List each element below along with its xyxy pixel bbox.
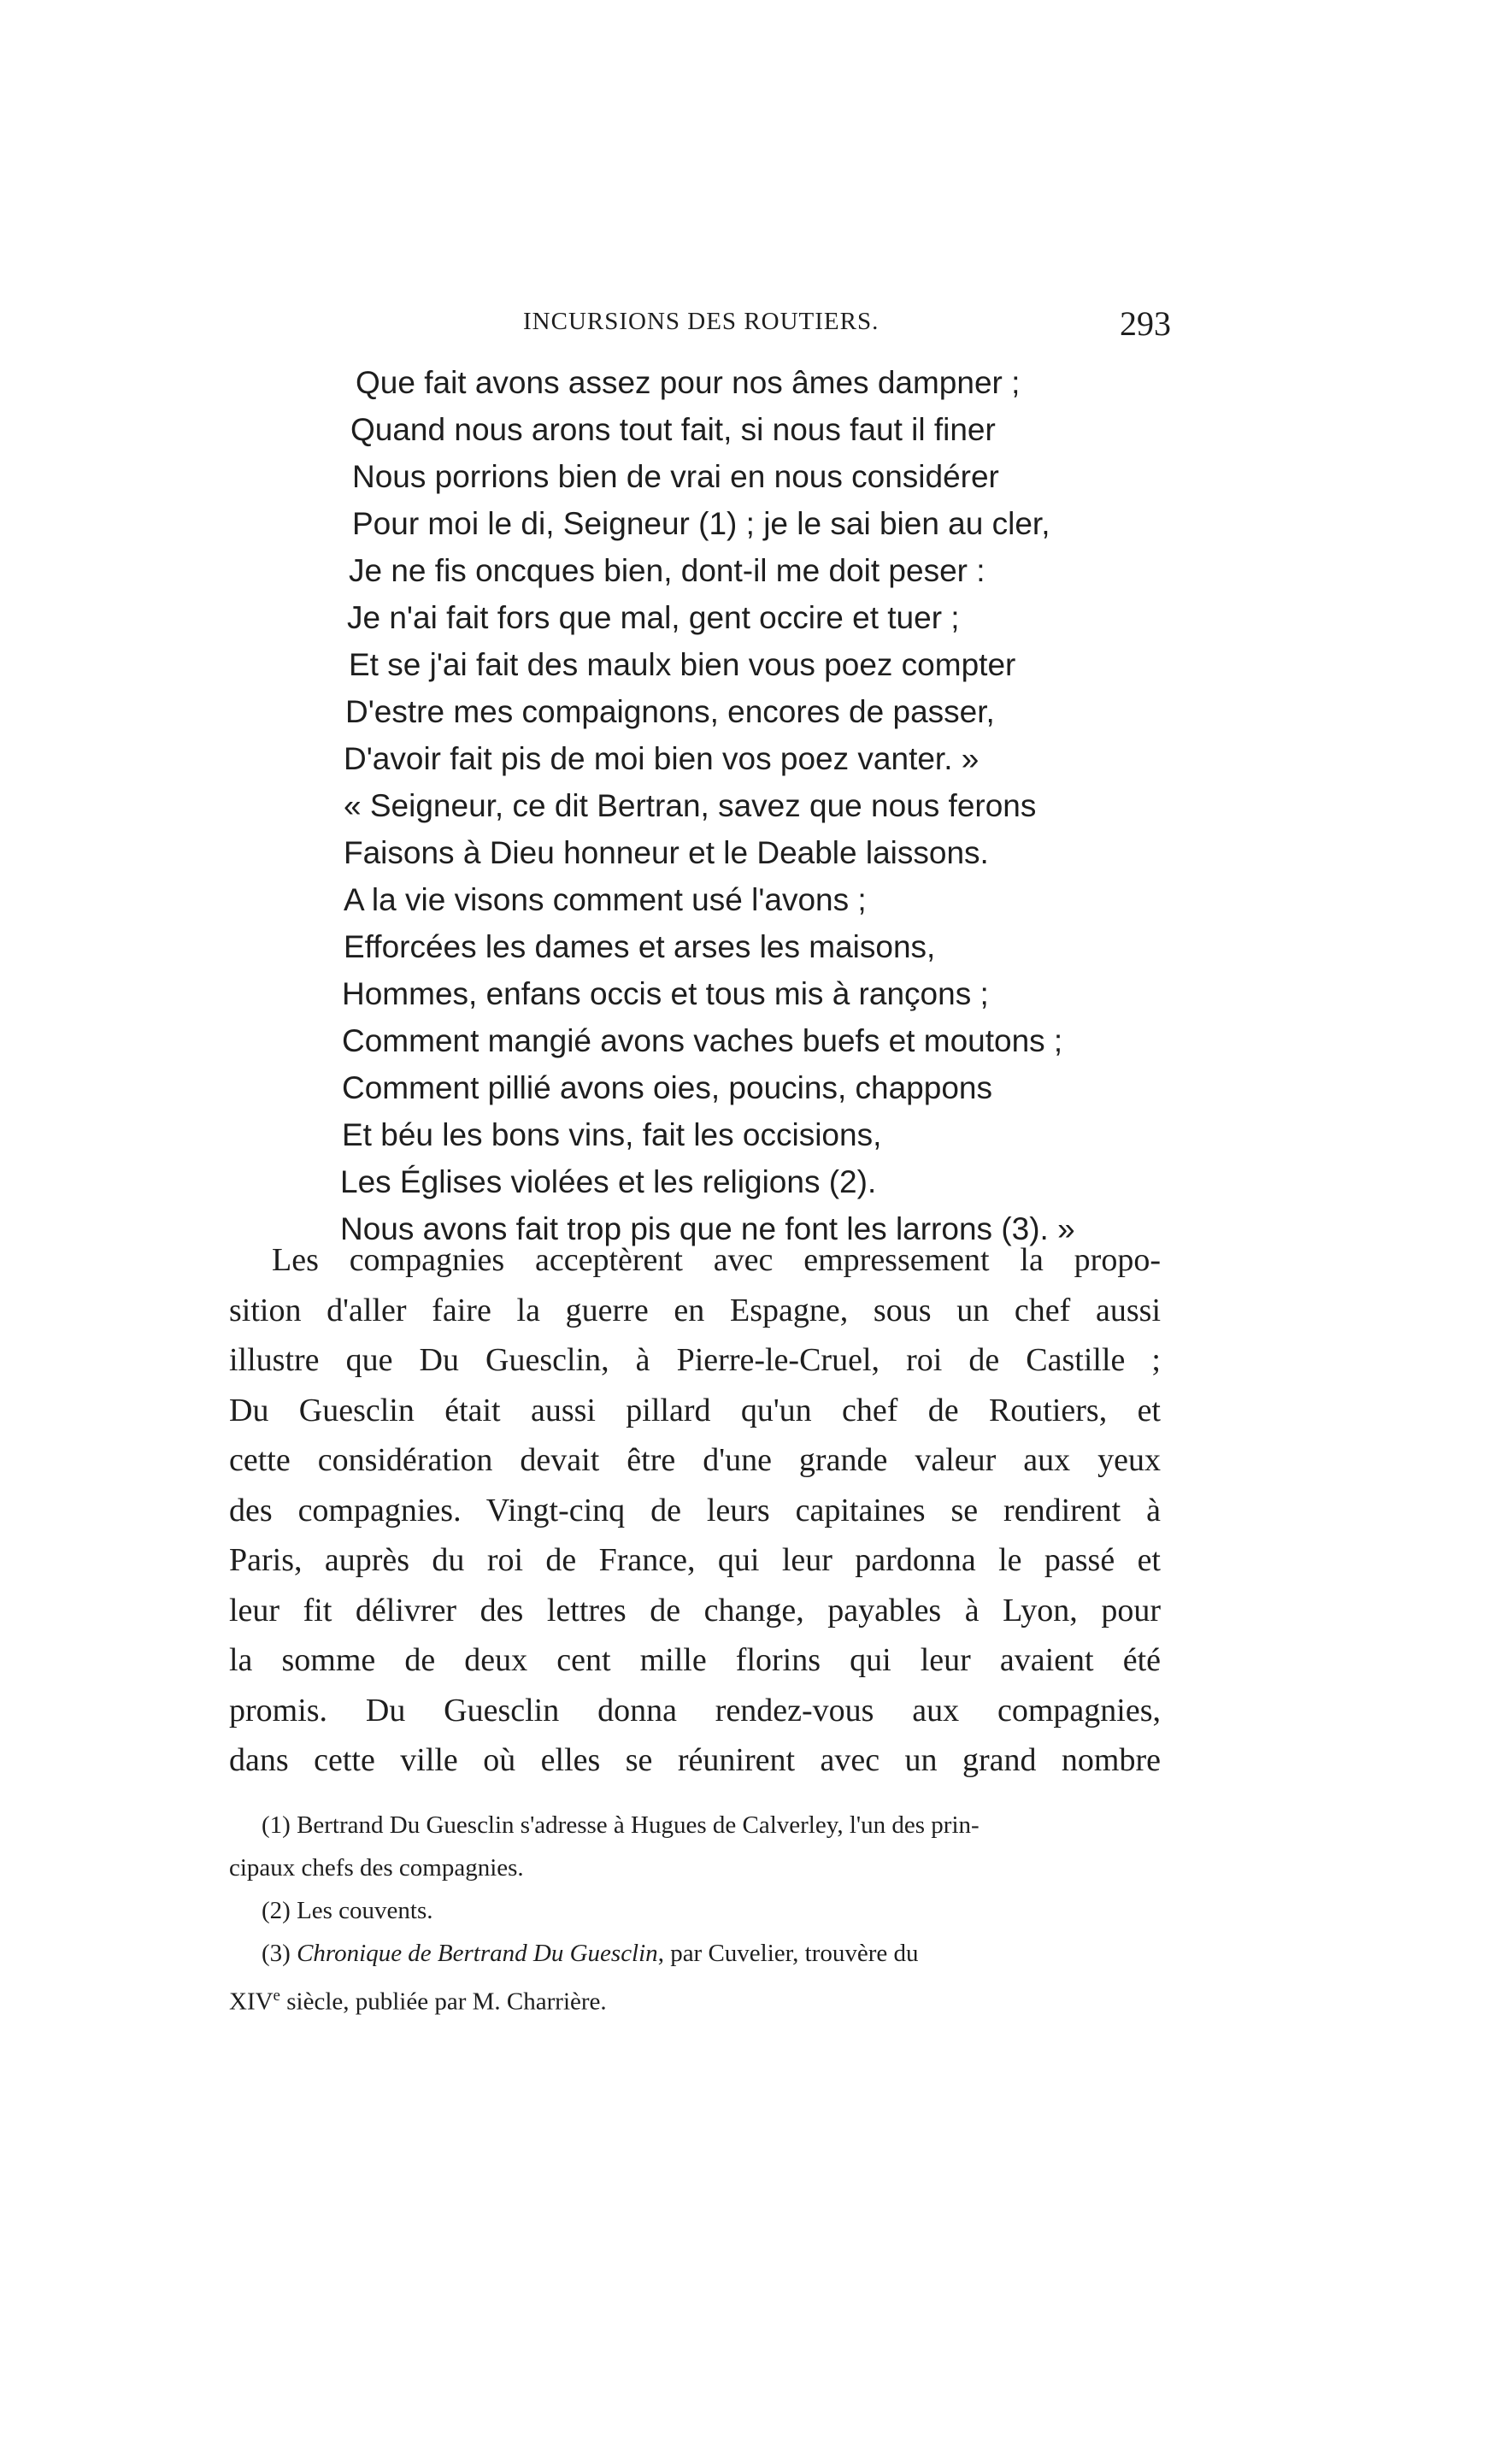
footnote-3-rest: , par Cuvelier, trouvère du — [657, 1940, 919, 1967]
paragraph-line: la somme de deux cent mille florins qui leur avaient été — [229, 1642, 1161, 1678]
footnote-1: (1) Bertrand Du Guesclin s'adresse à Hugues de Calverley, l'un des prin- — [262, 1811, 980, 1839]
century-superscript: e — [273, 1987, 280, 2005]
body-paragraph — [229, 1235, 1161, 1786]
verse-line: Efforcées les dames et arses les maisons, — [344, 929, 936, 964]
verse-line: Nous avons fait trop pis que ne font les larrons (3). » — [340, 1211, 1075, 1246]
verse-quotation — [340, 359, 1195, 1252]
paragraph-line: des compagnies. Vingt-cinq de leurs capitaines se rendirent à — [229, 1492, 1161, 1528]
verse-line: Faisons à Dieu honneur et le Deable laissons. — [344, 835, 989, 870]
verse-line: D'avoir fait pis de moi bien vos poez vanter. » — [344, 741, 980, 776]
paragraph-line: cette considération devait être d'une grande valeur aux yeux — [229, 1442, 1161, 1478]
verse-line: Je ne fis oncques bien, dont-il me doit peser : — [349, 553, 985, 588]
verse-line: Nous porrions bien de vrai en nous considérer — [352, 459, 999, 494]
paragraph-line: Les compagnies acceptèrent avec empressement la propo- — [272, 1242, 1161, 1278]
paragraph-line: Du Guesclin était aussi pillard qu'un chef de Routiers, et — [229, 1392, 1161, 1428]
verse-line: A la vie visons comment usé l'avons ; — [344, 882, 867, 917]
footnote-3-continued — [229, 1975, 1161, 2017]
verse-line: Pour moi le di, Seigneur (1) ; je le sai bien au cler, — [352, 506, 1050, 541]
verse-line: Comment mangié avons vaches buefs et moutons ; — [342, 1023, 1063, 1058]
verse-line: Les Églises violées et les religions (2). — [340, 1164, 877, 1199]
verse-line: D'estre mes compaignons, encores de passer, — [345, 694, 995, 729]
paragraph-line: sition d'aller faire la guerre en Espagne, sous un chef aussi — [229, 1292, 1161, 1328]
verse-line: Comment pillié avons oies, poucins, chappons — [342, 1070, 992, 1105]
page-number: 293 — [1120, 304, 1171, 343]
century-numeral: XIV — [229, 1988, 274, 2016]
footnote-1-continued: cipaux chefs des compagnies. — [229, 1854, 524, 1882]
paragraph-line: illustre que Du Guesclin, à Pierre-le-Cruel, roi de Castille ; — [229, 1342, 1161, 1378]
verse-line: Hommes, enfans occis et tous mis à rançons ; — [342, 976, 989, 1011]
footnote-2: (2) Les couvents. — [262, 1897, 433, 1924]
verse-line: Je n'ai fait fors que mal, gent occire et tuer ; — [347, 600, 960, 635]
paragraph-line: leur fit délivrer des lettres de change, payables à Lyon, pour — [229, 1592, 1161, 1628]
footnote-3-marker: (3) — [262, 1940, 291, 1967]
verse-line: Et béu les bons vins, fait les occisions, — [342, 1117, 882, 1152]
footnote-3 — [229, 1932, 1161, 1975]
paragraph-line: promis. Du Guesclin donna rendez-vous aux compagnies, — [229, 1692, 1161, 1729]
footnote-3-title: Chronique de Bertrand Du Guesclin — [297, 1940, 658, 1967]
paragraph-line: dans cette ville où elles se réunirent avec un grand nombre — [229, 1742, 1161, 1778]
verse-line: Quand nous arons tout fait, si nous faut il finer — [350, 412, 996, 447]
paragraph-line: Paris, auprès du roi de France, qui leur pardonna le passé et — [229, 1542, 1161, 1578]
verse-line: Que fait avons assez pour nos âmes dampner ; — [356, 365, 1021, 400]
footnotes — [229, 1804, 1161, 2017]
verse-line: « Seigneur, ce dit Bertran, savez que nous ferons — [344, 788, 1037, 823]
running-title: INCURSIONS DES ROUTIERS. — [523, 308, 880, 335]
verse-line: Et se j'ai fait des maulx bien vous poez compter — [349, 647, 1016, 682]
footnote-3-continued-text: siècle, publiée par M. Charrière. — [279, 1988, 607, 2016]
